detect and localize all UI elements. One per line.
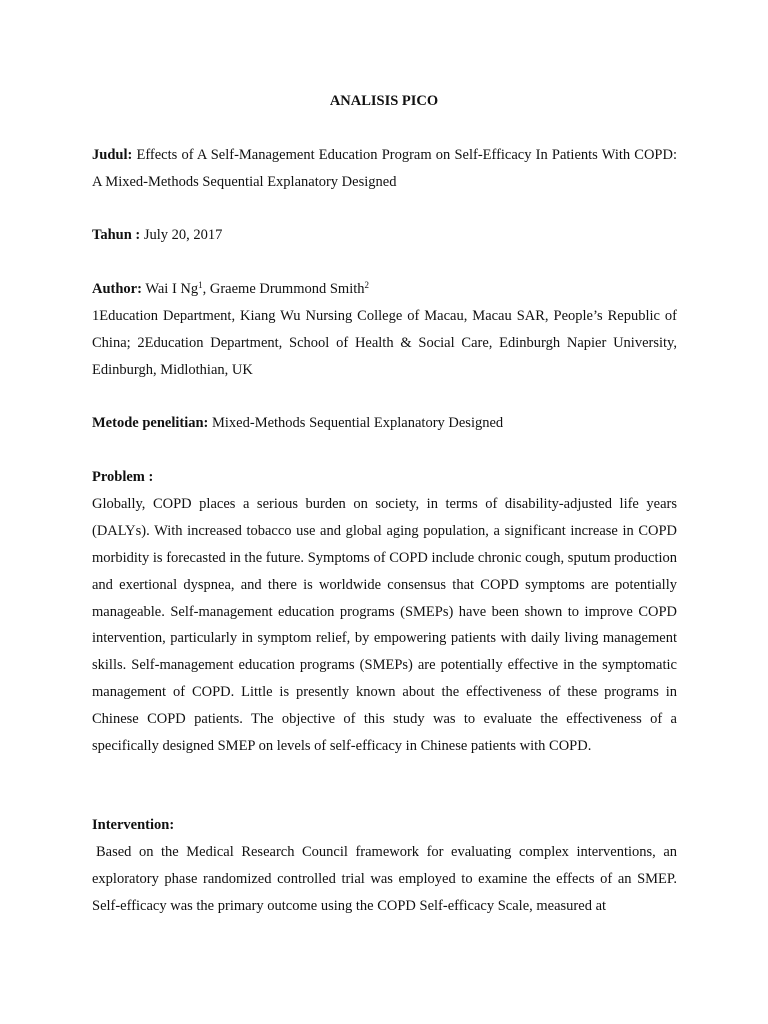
page-title: ANALISIS PICO <box>329 93 439 109</box>
author-sup-2: 2 <box>364 280 370 290</box>
intervention-heading: Intervention: <box>92 817 175 833</box>
intervention-text: Based on the Medical Research Council framework for evaluating complex interventions, an exploratory phase randomized controlled trial was employed to examine the effects of an SMEP. Self-efficacy was the primary outcome using the COPD Self-efficacy Scale, measured at <box>92 843 677 914</box>
author-sup-1: 1 <box>198 280 203 290</box>
problem-section <box>92 464 677 760</box>
tahun-value: July 20, 2017 <box>143 227 223 243</box>
author-name-2: Graeme Drummond Smith <box>209 281 365 297</box>
author-label: Author: <box>92 281 142 297</box>
author-name-1: Wai I Ng <box>145 281 199 297</box>
problem-text: Globally, COPD places a serious burden on society, in terms of disability-adjusted life years (DALYs). With increased tobacco use and global aging population, a significant increase in COPD morbidity is forecasted in the future. Symptoms of COPD include chronic cough, sputum production and exertional dyspnea, and there is worldwide consensus that COPD symptoms are potentially manageable. Self-management education programs (SMEPs) have been shown to improve COPD intervention, particularly in symptom relief, by empowering patients with daily living management skills. Self-management education programs (SMEPs) are potentially effective in the symptomatic management of COPD. Little is presently known about the effectiveness of these programs in Chinese COPD patients. The objective of this study was to evaluate the effectiveness of a specifically designed SMEP on levels of self-efficacy in Chinese patients with COPD. <box>92 495 677 755</box>
judul-section <box>92 142 677 196</box>
author-section <box>92 276 677 384</box>
metode-value: Mixed-Methods Sequential Explanatory Designed <box>212 415 504 431</box>
tahun-section <box>92 222 677 249</box>
judul-value: Effects of A Self-Management Education Program on Self-Efficacy In Patients With COPD: A Mixed-Methods Sequential Explanatory Designed <box>92 147 677 190</box>
author-affiliation: 1Education Department, Kiang Wu Nursing College of Macau, Macau SAR, People’s Republic of China; 2Education Department, School of Health & Social Care, Edinburgh Napier University, Edinburgh, Midlothian, UK <box>92 307 677 378</box>
tahun-label: Tahun : <box>92 227 141 243</box>
author-line <box>92 276 677 303</box>
intervention-section <box>92 812 677 920</box>
author-separator: , <box>202 281 210 297</box>
metode-label: Metode penelitian: <box>92 415 209 431</box>
judul-label: Judul: <box>92 147 133 163</box>
metode-section <box>92 410 677 437</box>
problem-heading: Problem : <box>92 469 154 485</box>
